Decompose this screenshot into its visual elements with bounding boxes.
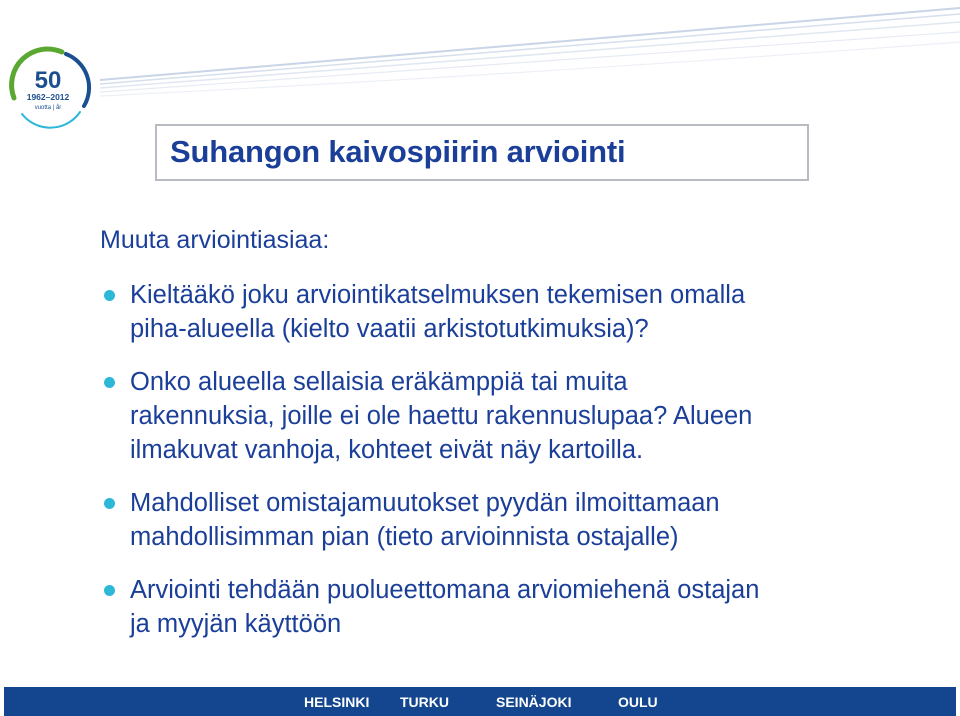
bullet-item	[100, 486, 920, 554]
anniversary-logo	[0, 36, 100, 134]
bullet-text-line: Onko alueella sellaisia eräkämppiä tai muita	[130, 368, 628, 396]
bullet-text-line: rakennuksia, joille ei ole haettu rakennuslupaa? Alueen	[130, 402, 753, 430]
footer-city-oulu: OULU	[618, 694, 658, 710]
footer-city-helsinki: HELSINKI	[304, 694, 370, 710]
bullet-text-line: ilmakuvat vanhoja, kohteet eivät näy kartoilla.	[130, 436, 644, 464]
slide-title: Suhangon kaivospiirin arviointi	[170, 134, 626, 169]
bullet-list	[100, 278, 920, 660]
footer-city-seinajoki: SEINÄJOKI	[496, 694, 572, 710]
bullet-text-line: ja myyjän käyttöön	[130, 610, 342, 638]
logo-caption: vuotta | år	[34, 105, 62, 111]
bullet-text-line: mahdollisimman pian (tieto arvioinnista ostajalle)	[130, 523, 679, 551]
bullet-text-line: Kieltääkö joku arviointikatselmuksen tekemisen omalla	[130, 281, 746, 309]
section-subtitle: Muuta arviointiasiaa:	[100, 226, 330, 254]
footer-city-turku: TURKU	[400, 694, 449, 710]
bullet-text-line: Arviointi tehdään puolueettomana arviomiehenä ostajan	[130, 576, 760, 604]
bullet-item	[100, 573, 920, 641]
bullet-text-line: Mahdolliset omistajamuutokset pyydän ilmoittamaan	[130, 489, 720, 517]
footer-bar	[4, 687, 956, 716]
bullet-dot-icon	[104, 585, 115, 596]
footer-cities	[304, 694, 658, 710]
logo-number: 50	[34, 67, 62, 94]
header-wave-decoration	[0, 0, 960, 140]
bullet-item	[100, 278, 920, 346]
bullet-text-line: piha-alueella (kielto vaatii arkistotutkimuksia)?	[130, 315, 649, 343]
logo-years: 1962–2012	[26, 92, 70, 102]
bullet-dot-icon	[104, 290, 115, 301]
bullet-dot-icon	[104, 377, 115, 388]
bullet-item	[100, 365, 920, 467]
bullet-dot-icon	[104, 498, 115, 509]
title-box	[155, 124, 809, 181]
